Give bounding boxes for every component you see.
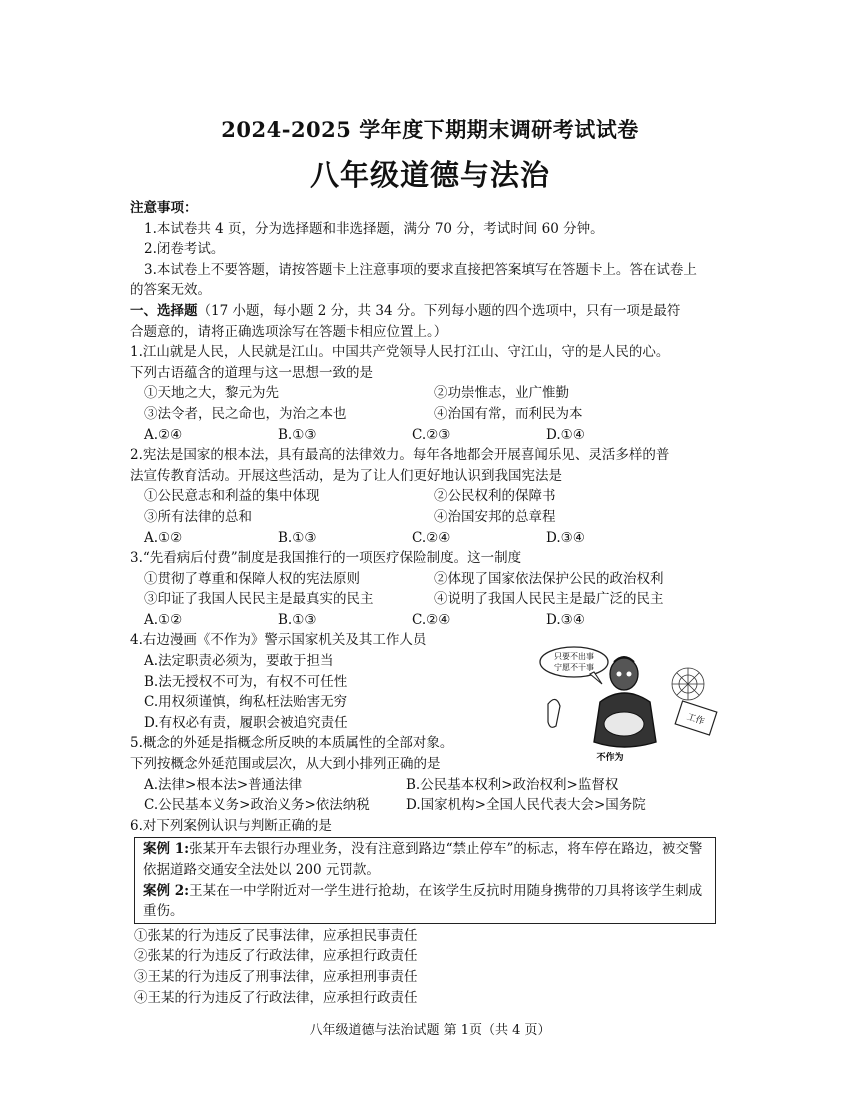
q1-statement-2: ②功崇惟志，业广惟勤 bbox=[434, 385, 569, 402]
case-1 bbox=[143, 839, 707, 880]
q3-statement-4: ④说明了我国人民民主是最广泛的民主 bbox=[434, 591, 664, 608]
q3-stem: 3.“先看病后付费”制度是我国推行的一项医疗保险制度。这一制度 bbox=[130, 550, 522, 567]
notice-item-3: 3.本试卷上不要答题，请按答题卡上注意事项的要求直接把答案填写在答题卡上。答在试卷上 bbox=[144, 261, 697, 278]
case-1-text: 张某开车去银行办理业务，没有注意到路边“禁止停车”的标志，将车停在路边，被交警依据道路交通安全法处以 200 元罚款。 bbox=[143, 841, 703, 878]
q5-option-b: B.公民基本权利>政治权利>监督权 bbox=[406, 776, 619, 793]
q3-option-c: C.②④ bbox=[412, 611, 451, 628]
q1-stem: 1.江山就是人民，人民就是江山。中国共产党领导人民打江山、守江山，守的是人民的心。 bbox=[130, 344, 670, 361]
q4-option-a: A.法定职责必须为，要敢于担当 bbox=[144, 653, 334, 670]
q2-options bbox=[130, 528, 740, 549]
q3-option-d: D.③④ bbox=[546, 611, 585, 628]
exam-content bbox=[130, 198, 740, 1008]
q2-stem: 2.宪法是国家的根本法，具有最高的法律效力。每年各地都会开展喜闻乐见、灵活多样的普 bbox=[130, 447, 670, 464]
q3-option-b: B.①③ bbox=[278, 611, 317, 628]
q5-option-d: D.国家机构>全国人民代表大会>国务院 bbox=[406, 797, 646, 814]
q5-options-row2 bbox=[130, 795, 740, 816]
q5-stem-cont: 下列按概念外延范围或层次，从大到小排列正确的是 bbox=[130, 756, 441, 773]
q4-option-d: D.有权必有责，履职会被追究责任 bbox=[144, 714, 348, 731]
q2-option-d: D.③④ bbox=[546, 529, 585, 546]
section1-intro-text: （17 小题，每小题 2 分，共 34 分。下列每小题的四个选项中，只有一项是最符 bbox=[197, 302, 681, 319]
section1-intro-cont: 合题意的，请将正确选项涂写在答题卡相应位置上。） bbox=[130, 323, 448, 340]
cartoon-image bbox=[538, 644, 724, 764]
q5-option-c: C.公民基本义务>政治义务>依法纳税 bbox=[144, 797, 370, 814]
q6-statement-1: ①张某的行为违反了民事法律，应承担民事责任 bbox=[134, 927, 418, 944]
case-2-label: 案例 2: bbox=[143, 882, 190, 899]
q5-stem: 5.概念的外延是指概念所反映的本质属性的全部对象。 bbox=[130, 735, 454, 752]
q3-statements-row2 bbox=[130, 589, 740, 610]
q1-option-d: D.①④ bbox=[546, 426, 585, 443]
section1-intro bbox=[130, 301, 740, 322]
q2-option-c: C.②④ bbox=[412, 529, 451, 546]
q3-statement-1: ①贯彻了尊重和保障人权的宪法原则 bbox=[144, 570, 360, 587]
q6-stem: 6.对下列案例认识与判断正确的是 bbox=[130, 817, 332, 834]
notice-item-1: 1.本试卷共 4 页，分为选择题和非选择题，满分 70 分，考试时间 60 分钟。 bbox=[144, 220, 604, 237]
q1-statement-1: ①天地之大，黎元为先 bbox=[144, 385, 279, 402]
q4-option-c: C.用权须谨慎，绚私枉法贻害无穷 bbox=[144, 694, 348, 711]
q1-stem-cont: 下列古语蕴含的道理与这一思想一致的是 bbox=[130, 364, 373, 381]
cartoon-caption: 不作为 bbox=[596, 753, 624, 764]
q6-statement-4: ④王某的行为违反了行政法律，应承担行政责任 bbox=[134, 989, 418, 1006]
q2-statements-row2 bbox=[130, 507, 740, 528]
section1-heading: 一、选择题 bbox=[130, 302, 198, 319]
subject-title: 八年级道德与法治 bbox=[309, 158, 550, 192]
q6-statement-2: ②张某的行为违反了行政法律，应承担行政责任 bbox=[134, 948, 418, 965]
q2-stem-cont: 法宣传教育活动。开展这些活动，是为了让人们更好地认识到我国宪法是 bbox=[130, 467, 562, 484]
q3-statement-3: ③印证了我国人民民主是最真实的民主 bbox=[144, 591, 374, 608]
q5-options-row1 bbox=[130, 775, 740, 796]
q6-statement-3: ③王某的行为违反了刑事法律，应承担刑事责任 bbox=[134, 968, 418, 985]
q3-statement-2: ②体现了国家依法保护公民的政治权利 bbox=[434, 570, 664, 587]
q2-statement-4: ④治国安邦的总章程 bbox=[434, 508, 556, 525]
q1-statements-row1 bbox=[130, 383, 740, 404]
case-box bbox=[134, 837, 716, 923]
page-footer: 八年级道德与法治试题 第 1页（共 4 页） bbox=[309, 1023, 551, 1038]
case-2-text: 王某在一中学附近对一学生进行抢劫，在该学生反抗时用随身携带的刀具将该学生刺成重伤。 bbox=[143, 882, 703, 920]
q1-statement-4: ④治国有常，而利民为本 bbox=[434, 405, 583, 422]
case-1-label: 案例 1: bbox=[143, 841, 190, 858]
cartoon-bubble-text-1: 只要不出事 bbox=[554, 652, 594, 662]
notice-item-2: 2.闭卷考试。 bbox=[144, 241, 225, 258]
q3-options bbox=[130, 610, 740, 631]
q1-statement-3: ③法令者，民之命也，为治之本也 bbox=[144, 405, 347, 422]
q2-option-a: A.①② bbox=[144, 529, 183, 546]
q1-option-b: B.①③ bbox=[278, 426, 317, 443]
q4-stem: 4.右边漫画《不作为》警示国家机关及其工作人员 bbox=[130, 632, 427, 649]
q2-statement-2: ②公民权利的保障书 bbox=[434, 488, 556, 505]
q2-option-b: B.①③ bbox=[278, 529, 317, 546]
cartoon-bubble-text-2: 宁愿不干事 bbox=[554, 663, 594, 673]
q3-option-a: A.①② bbox=[144, 611, 183, 628]
q1-option-c: C.②③ bbox=[412, 426, 451, 443]
cartoon-paper-label: 工作 bbox=[685, 712, 706, 728]
q4-option-b: B.法无授权不可为，有权不可任性 bbox=[144, 673, 348, 690]
case-2 bbox=[143, 881, 707, 922]
q5-option-a: A.法律>根本法>普通法律 bbox=[144, 776, 303, 793]
q3-statements-row1 bbox=[130, 569, 740, 590]
q1-option-a: A.②④ bbox=[144, 426, 183, 443]
notice-item-3-cont: 的答案无效。 bbox=[130, 282, 211, 299]
q2-statement-1: ①公民意志和利益的集中体现 bbox=[144, 488, 320, 505]
exam-title: 2024-2025 学年度下期期末调研考试试卷 bbox=[221, 117, 639, 142]
q2-statement-3: ③所有法律的总和 bbox=[144, 508, 252, 525]
q2-statements-row1 bbox=[130, 486, 740, 507]
q1-statements-row2 bbox=[130, 404, 740, 425]
notice-heading: 注意事项： bbox=[130, 200, 198, 216]
q1-options bbox=[130, 425, 740, 446]
